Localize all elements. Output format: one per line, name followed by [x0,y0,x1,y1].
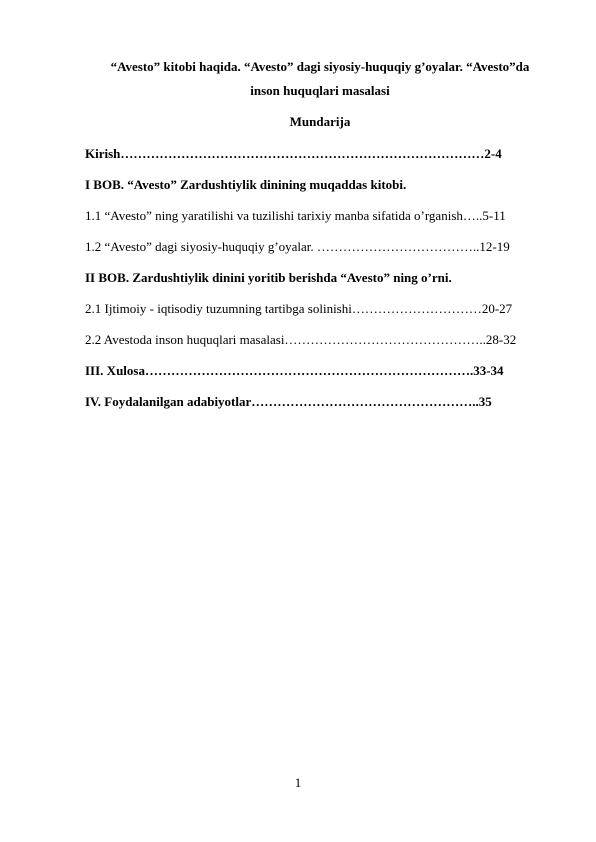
toc-entry: 1.1 “Avesto” ning yaratilishi va tuzilishi tarixiy manba sifatida o’rganish…..5-11 [85,208,506,223]
toc-entry: I BOB. “Avesto” Zardushtiylik dinining muqaddas kitobi. [85,177,407,192]
toc-entry: III. Xulosa………………………………………………………………….33-34 [85,363,504,378]
document-title [80,55,560,103]
toc-entry: II BOB. Zardushtiylik dinini yoritib berishda “Avesto” ning o’rni. [85,270,452,285]
contents-heading: Mundarija [289,114,351,129]
toc-entry: Kirish…………………………………………………………………………2-4 [85,146,502,161]
page-number: 1 [294,775,302,790]
toc-entry: IV. Foydalanilgan adabiyotlar……………………………………………..35 [85,394,492,409]
table-of-contents [85,144,555,423]
toc-entry: 2.1 Ijtimoiy - iqtisodiy tuzumning tartibga solinishi…………………………20-27 [85,301,513,316]
toc-entry: 2.2 Avestoda inson huquqlari masalasi………………………………………..28-32 [85,332,517,347]
title-line-2: inson huquqlari masalasi [250,83,390,98]
toc-entry: 1.2 “Avesto” dagi siyosiy-huquqiy g’oyalar. ………………………………..12-19 [85,239,510,254]
title-line-1: “Avesto” kitobi haqida. “Avesto” dagi siyosiy-huquqiy g’oyalar. “Avesto”da [110,59,530,74]
